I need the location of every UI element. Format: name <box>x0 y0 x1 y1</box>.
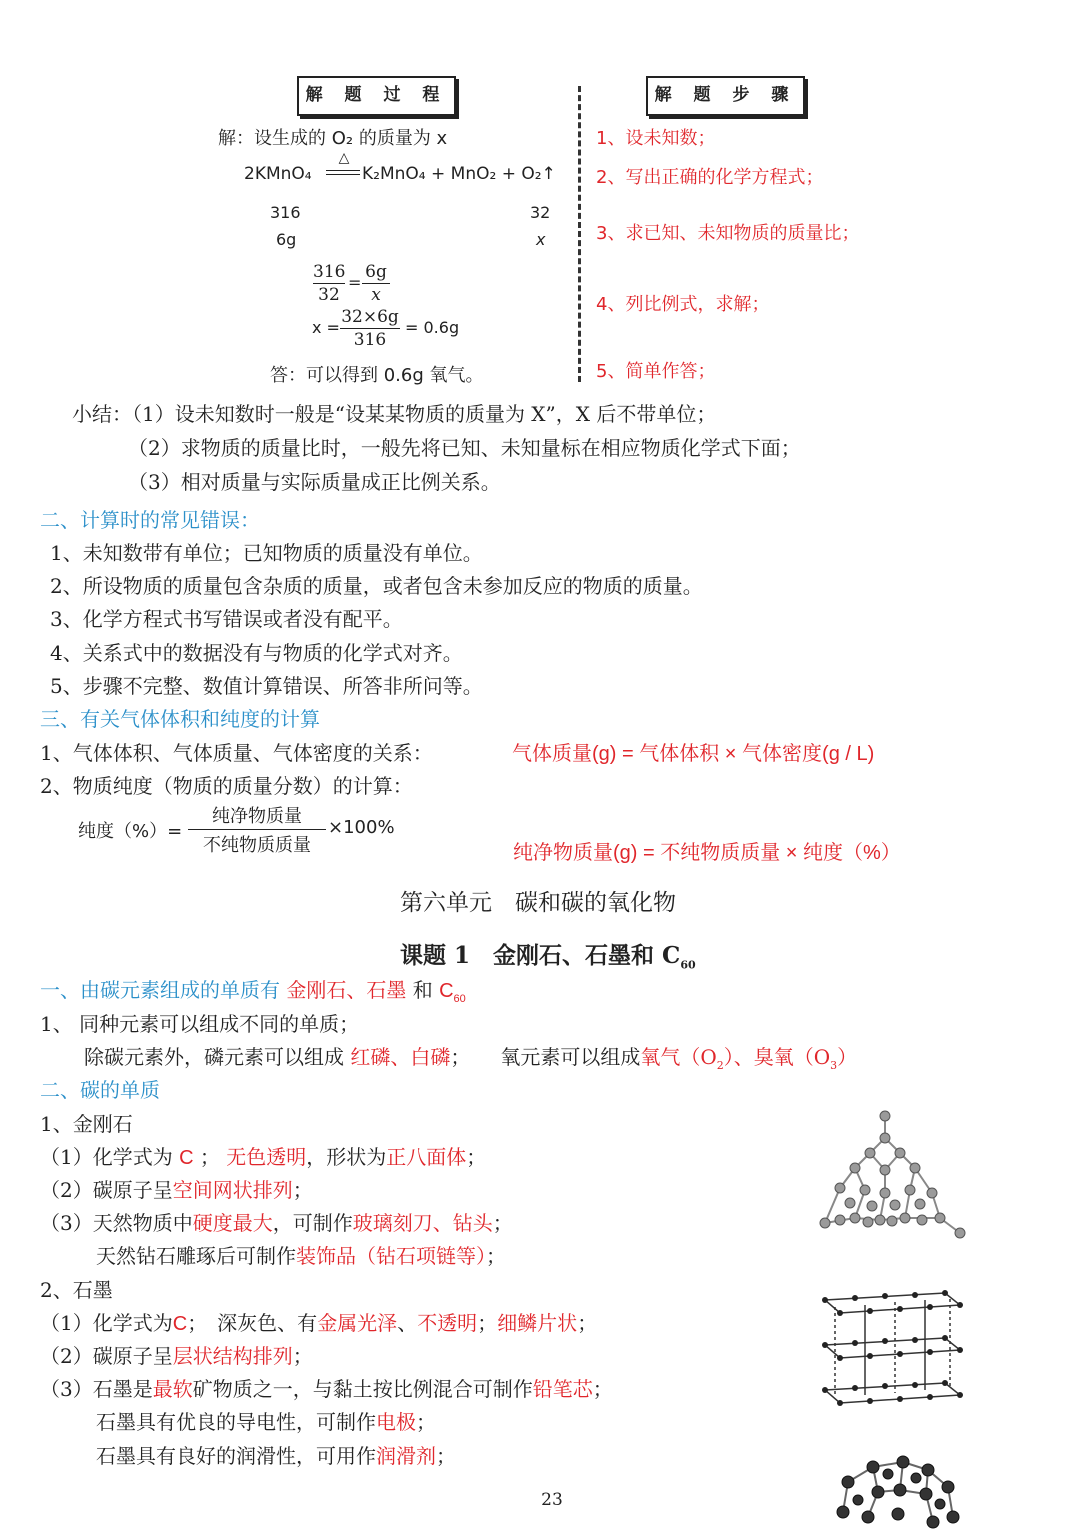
g4-b: 电极 <box>376 1410 416 1434</box>
lesson-title-text: 课题 1 金刚石、石墨和 C <box>400 942 681 969</box>
g1-i: ； <box>577 1311 598 1335</box>
summary-line-3: （3）相对质量与实际质量成正比例关系。 <box>128 470 501 494</box>
p2-prefix: 除碳元素外，磷元素可以组成 <box>84 1045 344 1069</box>
graphite-line-3 <box>40 1373 613 1402</box>
gas-item-2: 2、物质纯度（物质的质量分数）的计算： <box>40 774 413 798</box>
c60-structure-image <box>828 1452 963 1531</box>
g1-e: 、 <box>397 1311 418 1335</box>
mass-kmno4: 316 <box>270 203 301 222</box>
g3-d: 铅笔芯 <box>532 1377 593 1401</box>
g2-a: （2）碳原子呈 <box>40 1344 173 1368</box>
g5-c: ； <box>436 1444 456 1468</box>
carbon-p2 <box>84 1041 857 1072</box>
g3-b: 最软 <box>152 1377 193 1401</box>
step-2: 2、写出正确的化学方程式； <box>596 167 824 188</box>
g4-a: 石墨具有优良的导电性，可制作 <box>96 1410 376 1434</box>
gas-formula-2: 纯净物质量(g) = 不纯物质质量 × 纯度（%） <box>513 842 901 864</box>
g3-c: 矿物质之一，与黏土按比例混合可制作 <box>192 1377 533 1401</box>
carbon-heading-2: 二、碳的单质 <box>40 1078 160 1102</box>
purity-label: 纯度（%）= <box>78 821 183 842</box>
d1-d: 无色透明 <box>226 1145 307 1169</box>
purity-den: 不纯物质质量 <box>203 835 311 856</box>
g1-c: ； 深灰色、有 <box>187 1311 318 1335</box>
solve-prefix: x = <box>312 318 340 337</box>
step-3: 3、求已知、未知物质的质量比； <box>596 223 860 244</box>
ratio-equals: = <box>348 273 362 292</box>
p2-red2-sub: 2 <box>716 1059 724 1072</box>
errors-heading: 二、计算时的常见错误： <box>40 508 260 532</box>
ratio-right-num: 6g <box>365 262 387 282</box>
p2-red3-sub: 3 <box>830 1059 838 1072</box>
d4-b: 装饰品（钻石项链等） <box>296 1244 486 1268</box>
g3-e: ； <box>592 1377 613 1401</box>
error-item-3: 3、化学方程式书写错误或者没有配平。 <box>50 607 403 631</box>
g1-b: C <box>172 1313 188 1335</box>
d1-c: ； <box>199 1145 220 1169</box>
diamond-heading: 1、金刚石 <box>40 1112 133 1136</box>
carbon-heading-1 <box>40 974 466 1005</box>
d3-c: ，可制作 <box>272 1211 353 1235</box>
h1-c-sub: 60 <box>453 993 466 1005</box>
d4-a: 天然钻石雕琢后可制作 <box>96 1244 296 1268</box>
graphite-structure-image <box>815 1285 965 1415</box>
p2-red2-text: 氧气（O <box>640 1045 717 1069</box>
lesson-title-sub: 60 <box>680 958 696 972</box>
let-statement: 解：设生成的 O₂ 的质量为 x <box>218 128 448 149</box>
d1-a: （1）化学式为 <box>40 1145 173 1169</box>
d2-a: （2）碳原子呈 <box>40 1178 173 1202</box>
g1-h: 细鳞片状 <box>497 1311 578 1335</box>
diamond-line-1 <box>40 1141 486 1170</box>
p2-red: 红磷、白磷 <box>350 1045 451 1069</box>
gas-formula-1: 气体质量(g) = 气体体积 × 气体密度(g / L) <box>512 743 875 765</box>
ratio-left-den: 32 <box>318 285 340 305</box>
equation-condition: △ <box>338 150 350 166</box>
gas-item-1: 1、气体体积、气体质量、气体密度的关系： <box>40 741 433 765</box>
g5-a: 石墨具有良好的润滑性，可用作 <box>96 1444 376 1468</box>
error-item-2: 2、所设物质的质量包含杂质的质量，或者包含未参加反应的物质的质量。 <box>50 574 703 598</box>
graphite-line-1 <box>40 1307 597 1336</box>
d3-a: （3）天然物质中 <box>40 1211 193 1235</box>
g2-c: ； <box>292 1344 313 1368</box>
graphite-heading: 2、石墨 <box>40 1278 113 1302</box>
error-item-1: 1、未知数带有单位；已知物质的质量没有单位。 <box>50 541 483 565</box>
diamond-line-3 <box>40 1207 513 1236</box>
known-mass: 6g <box>276 230 297 249</box>
solve-result: = 0.6g <box>405 318 460 337</box>
divider-line <box>578 86 581 382</box>
page-number: 23 <box>541 1490 563 1510</box>
solve-fraction <box>340 307 400 350</box>
p2-red3-text: ）、臭氧（O <box>723 1045 831 1069</box>
unknown-mass: x <box>536 230 546 249</box>
d1-g: ； <box>466 1145 487 1169</box>
summary-line-2: （2）求物质的质量比时，一般先将已知、未知量标在相应物质化学式下面； <box>128 436 801 460</box>
solve-den: 316 <box>353 330 387 350</box>
equation-right: K₂MnO₄ + MnO₂ + O₂↑ <box>362 164 556 184</box>
process-title-box: 解 题 过 程 <box>297 76 456 116</box>
d1-e: ，形状为 <box>306 1145 387 1169</box>
graphite-line-4 <box>96 1406 436 1435</box>
d3-d: 玻璃刻刀、钻头 <box>352 1211 493 1235</box>
g1-d: 金属光泽 <box>317 1311 398 1335</box>
h1-red: 金刚石、石墨 <box>286 978 407 1002</box>
p2-red4-text: ） <box>837 1045 858 1069</box>
summary-line-1: 小结：（1）设未知数时一般是“设某某物质的质量为 X”，X 后不带单位； <box>72 402 717 426</box>
g1-f: 不透明 <box>417 1311 478 1335</box>
purity-fraction <box>188 802 326 857</box>
equation-arrow <box>326 170 360 175</box>
ratio-left <box>313 262 345 305</box>
d3-e: ； <box>492 1211 513 1235</box>
step-4: 4、列比例式，求解； <box>596 294 770 315</box>
mass-o2: 32 <box>530 203 551 222</box>
g1-g: ； <box>477 1311 498 1335</box>
d2-c: ； <box>292 1178 313 1202</box>
lesson-title <box>400 937 696 972</box>
graphite-line-5 <box>96 1440 456 1469</box>
solve-num: 32×6g <box>341 307 399 327</box>
graphite-line-2 <box>40 1340 313 1369</box>
p2-red2 <box>640 1045 858 1072</box>
g3-a: （3）石墨是 <box>40 1377 153 1401</box>
h1-and: 和 <box>412 978 433 1002</box>
h1-prefix: 一、由碳元素组成的单质有 <box>40 978 280 1002</box>
d4-c: ； <box>486 1244 506 1268</box>
equation-left: 2KMnO₄ <box>244 164 312 184</box>
carbon-p1: 1、 同种元素可以组成不同的单质； <box>40 1012 360 1036</box>
gas-heading: 三、有关气体体积和纯度的计算 <box>40 707 320 731</box>
unit-title: 第六单元 碳和碳的氧化物 <box>400 890 676 916</box>
step-1: 1、设未知数； <box>596 128 716 149</box>
answer-statement: 答：可以得到 0.6g 氧气。 <box>270 365 484 386</box>
step-5: 5、简单作答； <box>596 361 716 382</box>
ratio-right <box>362 262 390 305</box>
h1-c <box>439 980 466 1005</box>
ratio-right-den: x <box>371 285 381 305</box>
diamond-line-4 <box>96 1240 506 1269</box>
h1-c-text: C <box>439 980 454 1002</box>
diamond-structure-image <box>810 1108 970 1248</box>
g1-a: （1）化学式为 <box>40 1311 173 1335</box>
error-item-5: 5、步骤不完整、数值计算错误、所答非所问等。 <box>50 674 483 698</box>
purity-num: 纯净物质量 <box>212 806 302 827</box>
p2-mid: ； 氧元素可以组成 <box>450 1045 641 1069</box>
d3-b: 硬度最大 <box>192 1211 273 1235</box>
ratio-left-num: 316 <box>313 262 346 282</box>
g4-c: ； <box>416 1410 436 1434</box>
d1-f: 正八面体 <box>386 1145 467 1169</box>
diamond-line-2 <box>40 1174 313 1203</box>
steps-title-box: 解 题 步 骤 <box>646 76 805 116</box>
error-item-4: 4、关系式中的数据没有与物质的化学式对齐。 <box>50 641 463 665</box>
d2-b: 空间网状排列 <box>172 1178 293 1202</box>
g5-b: 润滑剂 <box>376 1444 436 1468</box>
d1-b: C <box>179 1147 194 1169</box>
g2-b: 层状结构排列 <box>172 1344 293 1368</box>
purity-tail: ×100% <box>328 817 395 838</box>
